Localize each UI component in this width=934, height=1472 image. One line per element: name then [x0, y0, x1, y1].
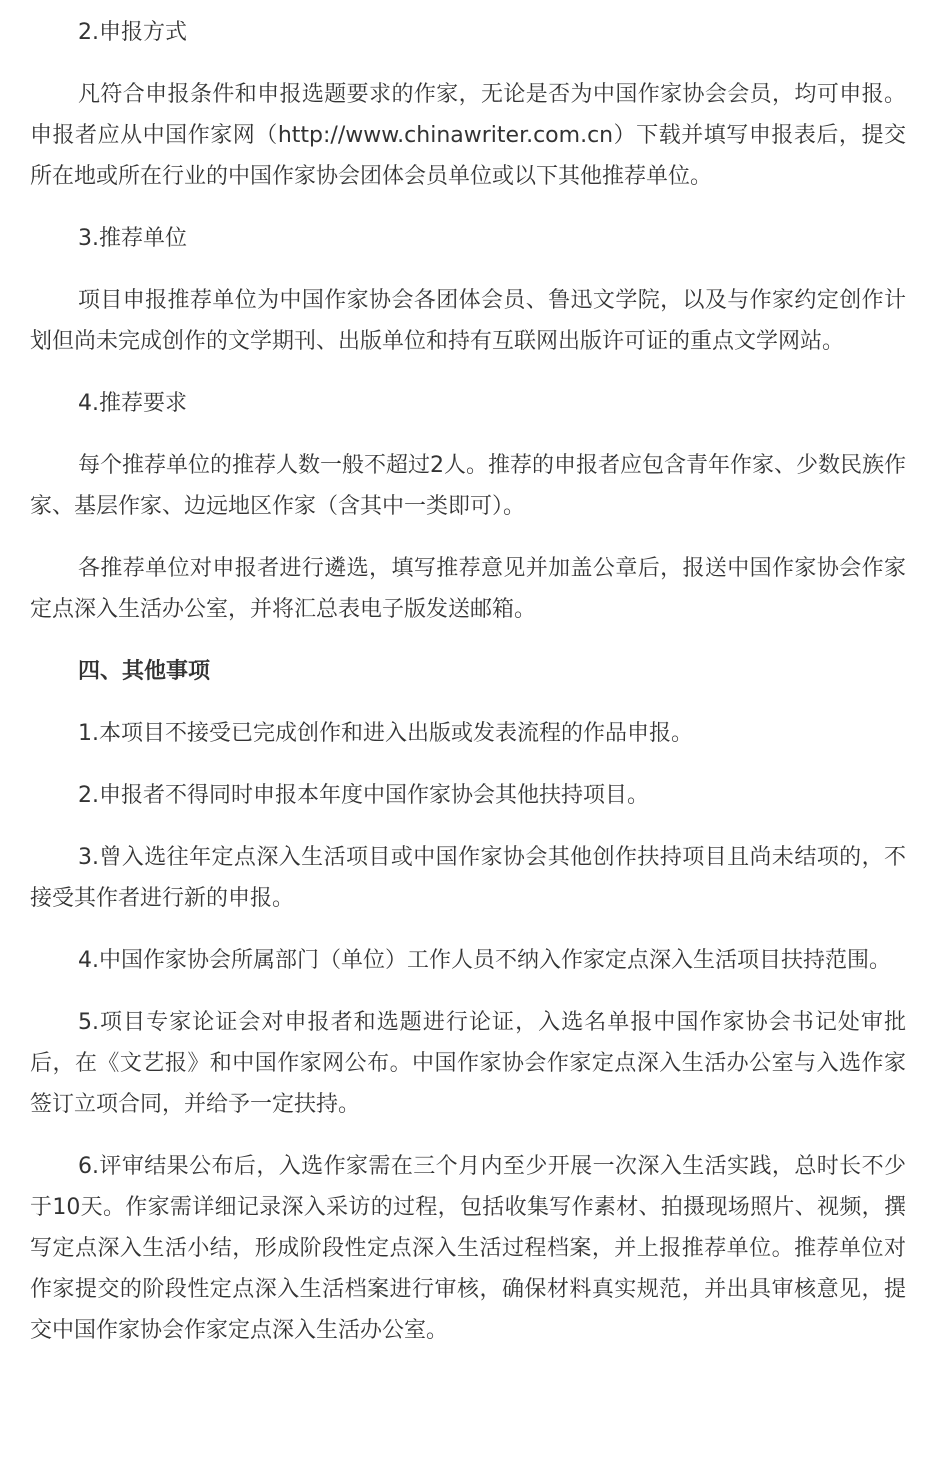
- list-item-other-matters-5: 5.项目专家论证会对申报者和选题进行论证，入选名单报中国作家协会书记处审批后，在《文艺报》和中国作家网公布。中国作家协会作家定点深入生活办公室与入选作家签订立项合同，并给予一定扶持。: [30, 1010, 906, 1117]
- paragraph-recommendation-submission: 各推荐单位对申报者进行遴选，填写推荐意见并加盖公章后，报送中国作家协会作家定点深入生活办公室，并将汇总表电子版发送邮箱。: [30, 556, 906, 622]
- section-heading-recommending-units: 3.推荐单位: [78, 226, 187, 251]
- list-item-other-matters-3: 3.曾入选往年定点深入生活项目或中国作家协会其他创作扶持项目且尚未结项的，不接受其作者进行新的申报。: [30, 845, 906, 911]
- section-heading-application-method: 2.申报方式: [78, 20, 187, 45]
- section-heading-recommendation-requirements: 4.推荐要求: [78, 391, 187, 416]
- article-body: [30, 12, 906, 1372]
- section-heading-other-matters: 四、其他事项: [78, 659, 211, 684]
- paragraph-recommendation-quota: 每个推荐单位的推荐人数一般不超过2人。推荐的申报者应包含青年作家、少数民族作家、基层作家、边远地区作家（含其中一类即可）。: [30, 453, 906, 519]
- list-item-other-matters-1: 1.本项目不接受已完成创作和进入出版或发表流程的作品申报。: [78, 721, 693, 746]
- list-item-other-matters-2: 2.申报者不得同时申报本年度中国作家协会其他扶持项目。: [78, 783, 649, 808]
- paragraph-application-method: 凡符合申报条件和申报选题要求的作家，无论是否为中国作家协会会员，均可申报。申报者应从中国作家网（http://www.chinawriter.com.cn）下载并填写申报表后，提交所在地或所在行业的中国作家协会团体会员单位或以下其他推荐单位。: [30, 82, 906, 189]
- list-item-other-matters-4: 4.中国作家协会所属部门（单位）工作人员不纳入作家定点深入生活项目扶持范围。: [78, 948, 891, 973]
- list-item-other-matters-6: 6.评审结果公布后，入选作家需在三个月内至少开展一次深入生活实践，总时长不少于10天。作家需详细记录深入采访的过程，包括收集写作素材、拍摄现场照片、视频，撰写定点深入生活小结，形成阶段性定点深入生活过程档案，并上报推荐单位。推荐单位对作家提交的阶段性定点深入生活档案进行审核，确保材料真实规范，并出具审核意见，提交中国作家协会作家定点深入生活办公室。: [30, 1154, 906, 1343]
- paragraph-recommending-units: 项目申报推荐单位为中国作家协会各团体会员、鲁迅文学院，以及与作家约定创作计划但尚未完成创作的文学期刊、出版单位和持有互联网出版许可证的重点文学网站。: [30, 288, 906, 354]
